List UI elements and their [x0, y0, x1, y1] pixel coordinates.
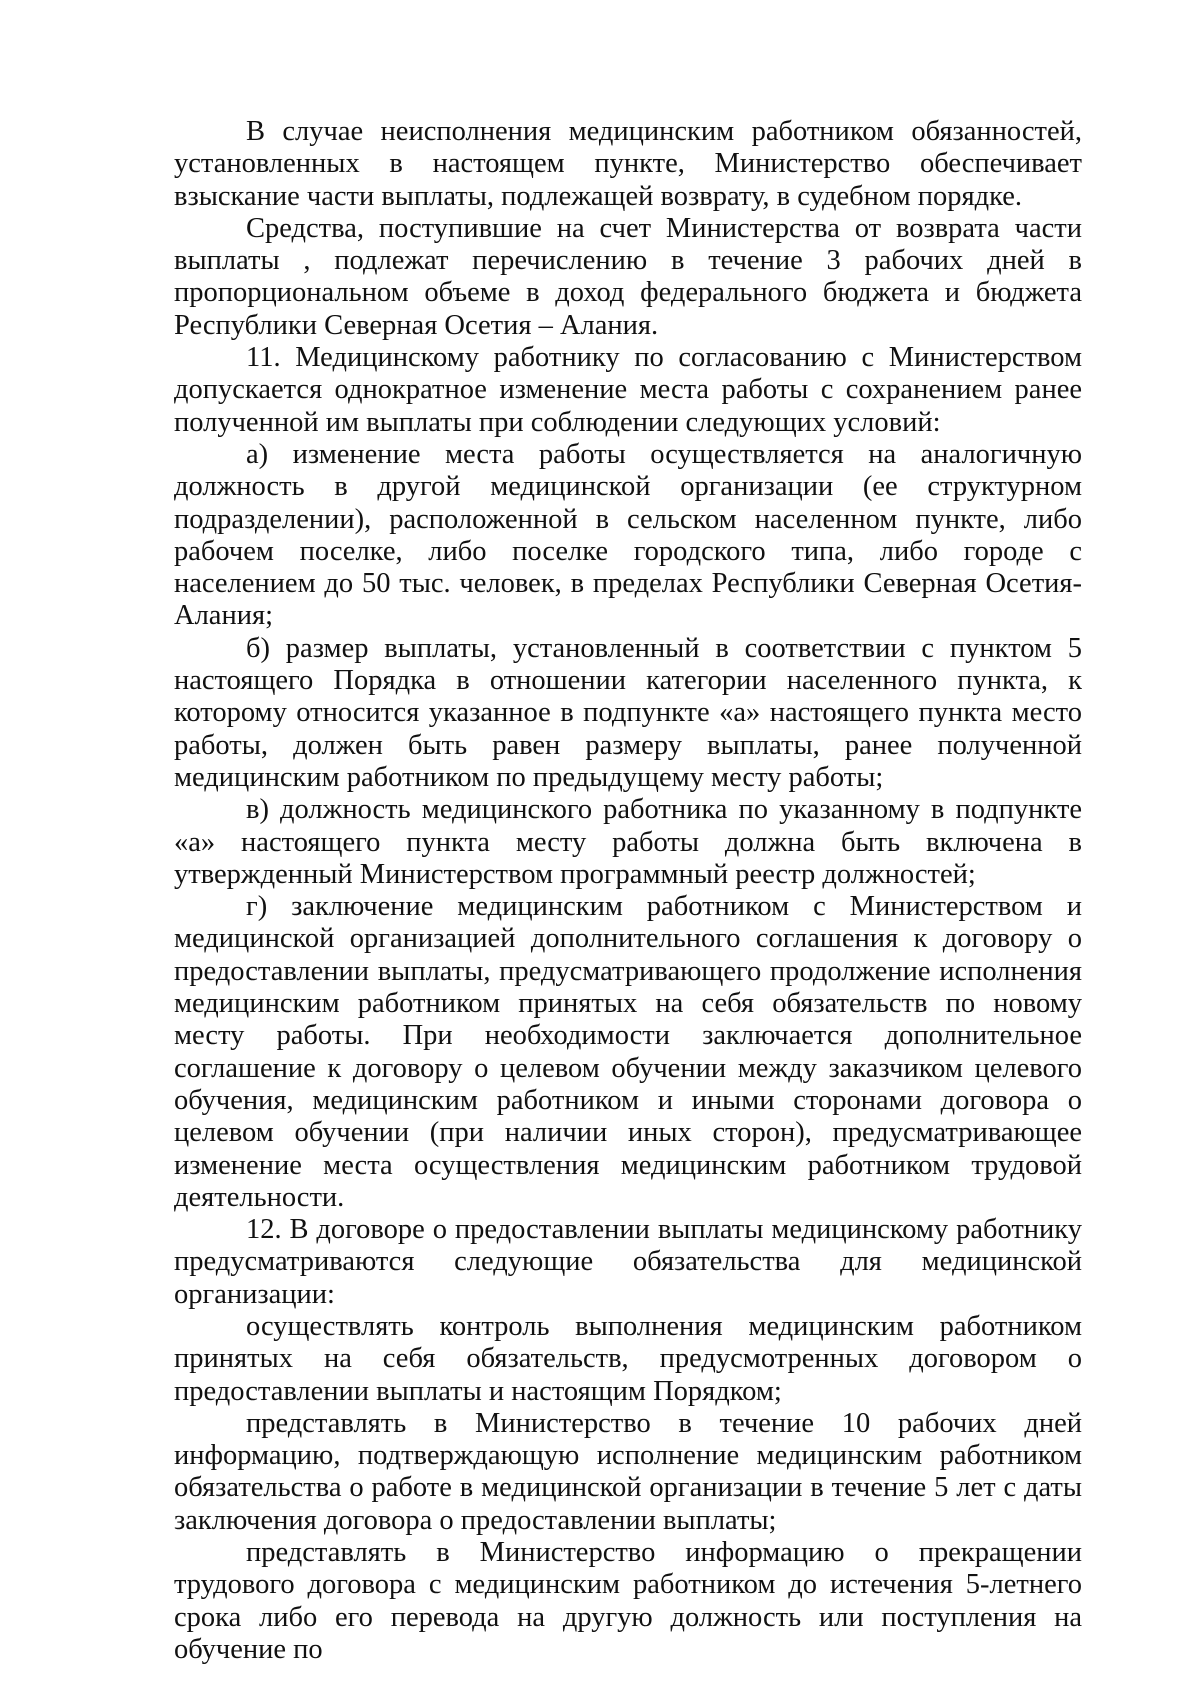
paragraph-subitem-g: г) заключение медицинским работником с Министерством и медицинской организацией дополнительного соглашения к договору о предоставлении выплаты, предусматривающего продолжение исполнения медицинским работником принятых на себя обязательств по новому месту работы. При необходимости заключается дополнительное соглашение к договору о целевом обучении между заказчиком целевого обучения, медицинским работником и иными сторонами договора о целевом обучении (при наличии иных сторон), предусматривающее изменение места осуществления медицинским работником трудовой деятельности.	[174, 891, 1082, 1213]
paragraph-obligation-termination: представлять в Министерство информацию о прекращении трудового договора с медицинским работником до истечения 5-летнего срока либо его перевода на другую должность или поступления на обучение по	[174, 1537, 1082, 1665]
paragraph-subitem-a: а) изменение места работы осуществляется на аналогичную должность в другой медицинской организации (ее структурном подразделении), расположенной в сельском населенном пункте, либо рабочем поселке, либо поселке городского типа, либо городе с населением до 50 тыс. человек, в пределах Республики Северная Осетия-Алания;	[174, 438, 1082, 632]
paragraph-item-12: 12. В договоре о предоставлении выплаты медицинскому работнику предусматриваются следующие обязательства для медицинской организации:	[174, 1214, 1082, 1310]
paragraph-funds-transfer: Средства, поступившие на счет Министерства от возврата части выплаты , подлежат перечислению в течение 3 рабочих дней в пропорциональном объеме в доход федерального бюджета и бюджета Республики Северная Осетия – Алания.	[174, 212, 1082, 341]
paragraph-item-11: 11. Медицинскому работнику по согласованию с Министерством допускается однократное изменение места работы с сохранением ранее полученной им выплаты при соблюдении следующих условий:	[174, 342, 1082, 438]
paragraph-subitem-b: б) размер выплаты, установленный в соответствии с пунктом 5 настоящего Порядка в отношении категории населенного пункта, к которому относится указанное в подпункте «а» настоящего пункта место работы, должен быть равен размеру выплаты, ранее полученной медицинским работником по предыдущему месту работы;	[174, 632, 1082, 793]
document-body	[174, 116, 1082, 1666]
paragraph-obligation-control: осуществлять контроль выполнения медицинским работником принятых на себя обязательств, предусмотренных договором о предоставлении выплаты и настоящим Порядком;	[174, 1310, 1082, 1407]
paragraph-obligation-report: представлять в Министерство в течение 10 рабочих дней информацию, подтверждающую исполнение медицинским работником обязательства о работе в медицинской организации в течение 5 лет с даты заключения договора о предоставлении выплаты;	[174, 1407, 1082, 1536]
paragraph-recovery-court: В случае неисполнения медицинским работником обязанностей, установленных в настоящем пункте, Министерство обеспечивает взыскание части выплаты, подлежащей возврату, в судебном порядке.	[174, 116, 1082, 212]
paragraph-subitem-v: в) должность медицинского работника по указанному в подпункте «а» настоящего пункта месту работы должна быть включена в утвержденный Министерством программный реестр должностей;	[174, 794, 1082, 890]
